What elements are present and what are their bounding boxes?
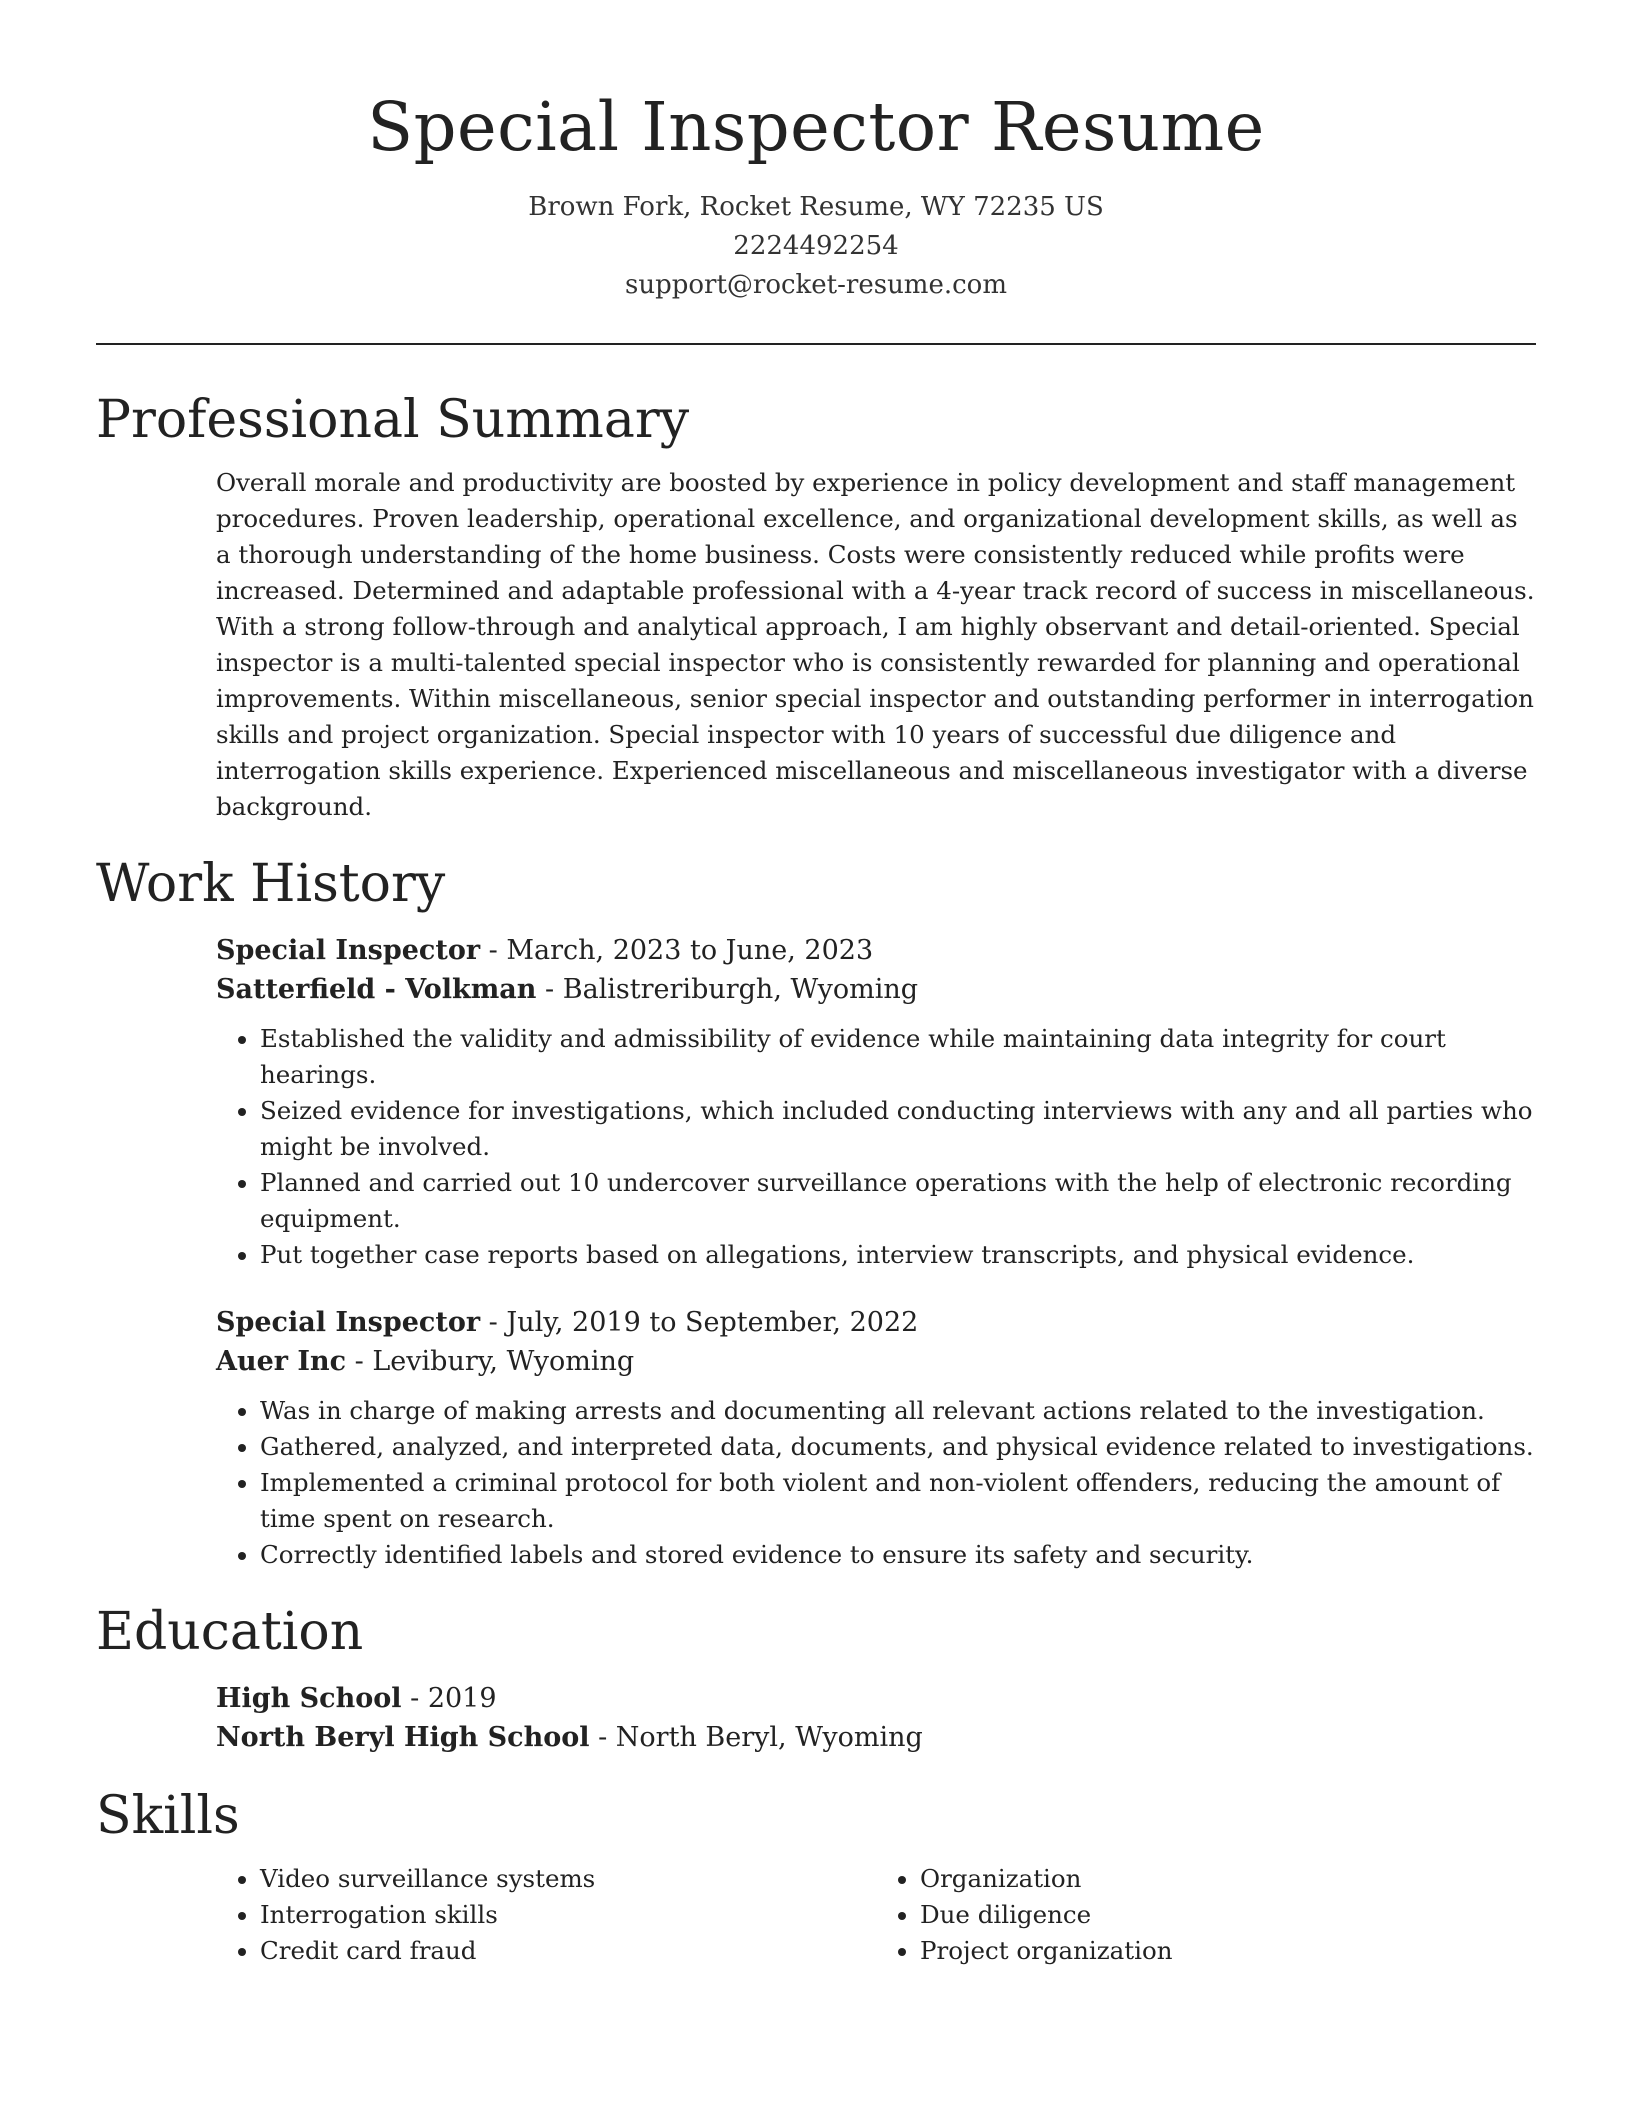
job-entry (216, 1303, 1536, 1573)
contact-info (96, 188, 1536, 305)
work-history-section (96, 851, 1536, 1573)
education-degree: High School (216, 1683, 402, 1714)
education-heading: Education (96, 1602, 364, 1662)
job-position: Special Inspector (216, 935, 481, 966)
header-divider (96, 343, 1536, 345)
skills-column-1 (216, 1861, 876, 1969)
list-item: • Correctly identified labels and stored evidence to ensure its safety and security. (260, 1537, 1536, 1573)
job-position: Special Inspector (216, 1307, 481, 1338)
skill-item: • Interrogation skills (260, 1897, 876, 1933)
job-duties (216, 1393, 1536, 1573)
skill-item: • Project organization (920, 1933, 1536, 1969)
work-history-heading: Work History (96, 854, 446, 914)
job-title-line (216, 931, 1536, 970)
job-company: Auer Inc (216, 1346, 347, 1377)
job-dates: - March, 2023 to June, 2023 (480, 935, 874, 966)
education-section (96, 1599, 1536, 1757)
skill-item: • Credit card fraud (260, 1933, 876, 1969)
skills-list (96, 1861, 1536, 1969)
job-location: - Balistreriburgh, Wyoming (536, 974, 919, 1005)
skills-column-2 (876, 1861, 1536, 1969)
job-title-line (216, 1303, 1536, 1342)
skills-section (96, 1783, 1536, 1969)
job-location: - Levibury, Wyoming (346, 1346, 635, 1377)
resume-title: Special Inspector Resume (367, 88, 1265, 166)
job-company-line (216, 1342, 1536, 1381)
summary-text: Overall morale and productivity are boosted by experience in policy development and staff management procedures. Proven leadership, operational excellence, and organizational development skills, as well as a thorough understanding of the home business. Costs were consistently reduced while profits were increased. Determined and adaptable professional with a 4-year track record of success in miscellaneous. With a strong follow-through and analytical approach, I am highly observant and detail-oriented. Special inspector is a multi-talented special inspector who is consistently rewarded for planning and operational improvements. Within miscellaneous, senior special inspector and outstanding performer in interrogation skills and project organization. Special inspector with 10 years of successful due diligence and interrogation skills experience. Experienced miscellaneous and miscellaneous investigator with a diverse background. (216, 468, 1535, 821)
email: support@rocket-resume.com (624, 270, 1007, 300)
list-item: • Was in charge of making arrests and documenting all relevant actions related to the investigation. (260, 1393, 1536, 1429)
education-school: North Beryl High School (216, 1722, 590, 1753)
job-dates: - July, 2019 to September, 2022 (480, 1307, 919, 1338)
job-company: Satterfield - Volkman (216, 974, 537, 1005)
list-item: • Established the validity and admissibility of evidence while maintaining data integrity for court hearings. (260, 1021, 1536, 1093)
education-location: - North Beryl, Wyoming (589, 1722, 923, 1753)
list-item: • Put together case reports based on allegations, interview transcripts, and physical evidence. (260, 1237, 1536, 1273)
list-item: • Planned and carried out 10 undercover surveillance operations with the help of electronic recording equipment. (260, 1165, 1536, 1237)
job-company-line (216, 970, 1536, 1009)
list-item: • Gathered, analyzed, and interpreted data, documents, and physical evidence related to investigations. (260, 1429, 1536, 1465)
resume-header (96, 0, 1536, 305)
education-year: - 2019 (401, 1683, 497, 1714)
list-item: • Seized evidence for investigations, which included conducting interviews with any and all parties who might be involved. (260, 1093, 1536, 1165)
skill-item: • Video surveillance systems (260, 1861, 876, 1897)
skill-item: • Due diligence (920, 1897, 1536, 1933)
summary-heading: Professional Summary (96, 390, 690, 450)
job-duties (216, 1021, 1536, 1273)
skills-heading: Skills (96, 1786, 240, 1846)
job-entry (216, 931, 1536, 1273)
summary-section (96, 387, 1536, 825)
phone: 2224492254 (733, 231, 899, 261)
address: Brown Fork, Rocket Resume, WY 72235 US (528, 192, 1104, 222)
list-item: • Implemented a criminal protocol for both violent and non-violent offenders, reducing the amount of time spent on research. (260, 1465, 1536, 1537)
education-school-line (216, 1718, 1536, 1757)
skill-item: • Organization (920, 1861, 1536, 1897)
education-degree-line (216, 1679, 1536, 1718)
